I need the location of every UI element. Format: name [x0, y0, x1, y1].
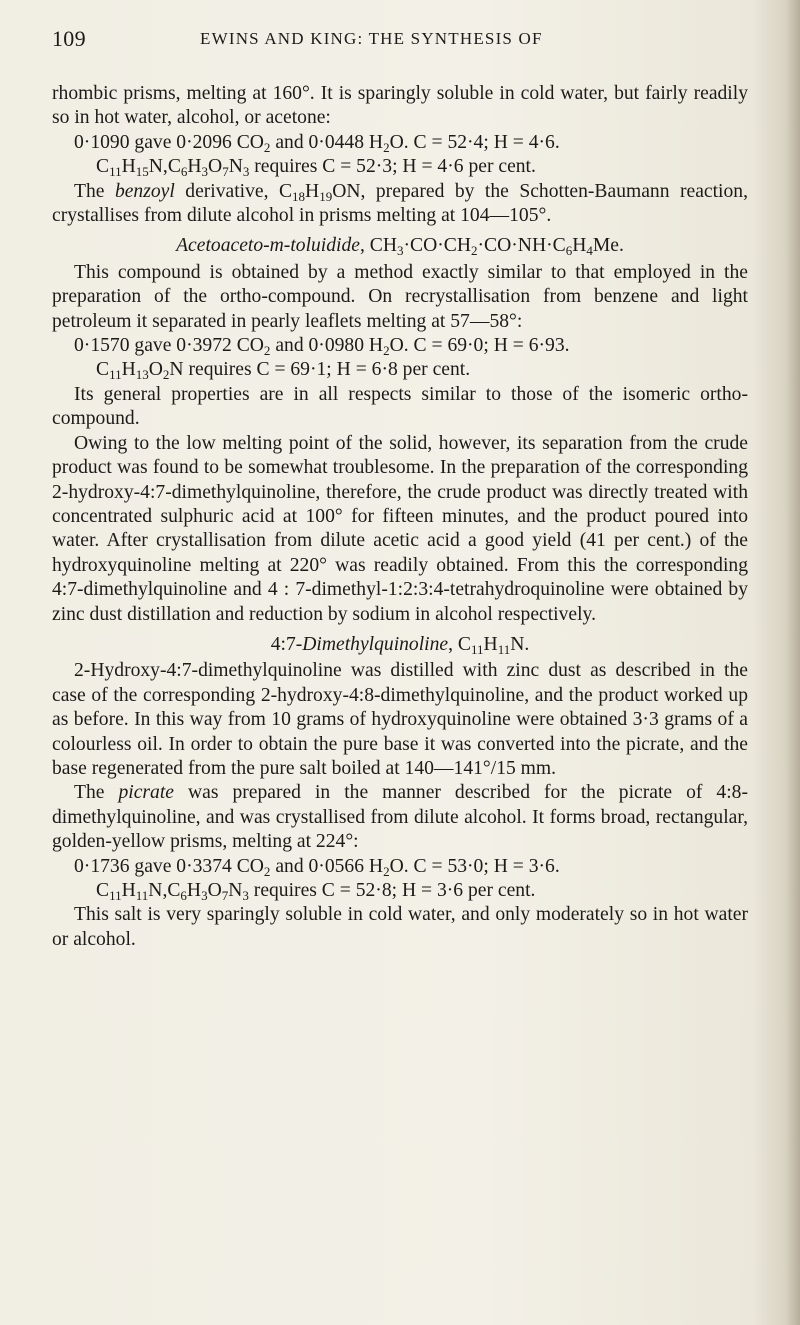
heading-text: , CH: [360, 235, 398, 257]
paragraph-text: The: [74, 180, 115, 202]
heading-text: H: [572, 235, 587, 257]
section-heading-toluidide: [52, 234, 748, 258]
page-edge-shadow: [786, 0, 800, 1325]
paragraph-text: derivative, C: [174, 180, 293, 202]
subscript: 2: [263, 343, 271, 359]
formula-text: O: [207, 880, 222, 901]
subscript: 3: [242, 888, 249, 903]
formula-text: N,C: [148, 880, 181, 901]
formula-text: C: [96, 880, 110, 901]
analysis-text: O. C = 52·4; H = 4·6.: [389, 131, 560, 153]
heading-text: 4:7-: [270, 633, 303, 655]
subscript: 19: [319, 188, 333, 204]
paragraph-text: was prepared in the manner described for the picrate of 4:8-dimethylquinoline, and was crystallised from dilute alcohol. It forms broad, rectangular, golden-yellow prisms, melting at 224°:: [52, 782, 748, 853]
analysis-text: and 0·0566 H: [270, 855, 384, 877]
paragraph-text: 2-Hydroxy-4:7-dimethylquinoline was distilled with zinc dust as described in the case of the corresponding 2-hydroxy-4:8-dimethylquinoline, and the product worked up as before. In this way from 10 grams of hydroxyquinoline were obtained 3·3 grams of a colourless oil. In order to obtain the pure base it was converted into the picrate, and the base regenerated from the pure salt boiled at 140—141°/15 mm.: [52, 660, 748, 779]
italic-heading: Dimethylquinoline: [302, 633, 449, 655]
page-header: [52, 26, 752, 54]
subscript: 7: [221, 888, 229, 903]
section-heading-dimethylquinoline: [52, 633, 748, 657]
analysis-text: and 0·0448 H: [270, 131, 384, 153]
paragraph-text: rhombic prisms, melting at 160°. It is sparingly soluble in cold water, but fairly readily so in hot water, alcohol, or acetone:: [52, 83, 748, 129]
paragraph-8: [52, 903, 748, 952]
formula-text: N requires C = 69·1; H = 6·8 per cent.: [169, 359, 471, 381]
paragraph-text: Its general properties are in all respects similar to those of the isomeric ortho-compound.: [52, 383, 748, 430]
paragraph-text: Owing to the low melting point of the solid, however, its separation from the crude product was found to be somewhat troublesome. In the preparation of the corresponding 2-hydroxy-4:7-dimethylquinoline, therefore, the crude product was directly treated with concentrated sulphuric acid at 100° for fifteen minutes, and the product poured into water. After crystallisation from dilute acetic acid a good yield (41 per cent.) of the hydroxyquinoline melting at 220° was readily obtained. From this the corresponding 4:7-dimethylquinoline and 4 : 7-dimethyl-1:2:3:4-tetrahydroquinoline were obtained by zinc dust distillation and reduction by sodium in alcohol respectively.: [52, 432, 748, 625]
formula-text: N: [228, 156, 243, 178]
heading-text: Me.: [592, 235, 624, 257]
formula-text: requires C = 52·3; H = 4·6 per cent.: [249, 156, 536, 178]
heading-text: N.: [510, 633, 530, 655]
italic-heading: Acetoaceto-m-toluidide: [176, 235, 360, 257]
formula-text: H: [121, 359, 136, 381]
subscript: 11: [109, 888, 122, 903]
subscript: 13: [135, 367, 149, 383]
subscript: 2: [162, 367, 170, 383]
heading-text: ·CO·NH·C: [477, 235, 566, 257]
heading-text: , C: [448, 633, 471, 655]
running-head: EWINS AND KING: THE SYNTHESIS OF: [200, 29, 543, 48]
paragraph-4: [52, 383, 748, 432]
subscript: 11: [109, 164, 122, 180]
analysis-line-1: [52, 131, 748, 155]
page-number: 109: [52, 26, 86, 51]
subscript: 15: [135, 164, 149, 180]
formula-text: H: [121, 156, 136, 178]
paragraph-3: [52, 261, 748, 334]
formula-text: C: [96, 359, 110, 381]
analysis-line-3: [52, 855, 748, 879]
subscript: 7: [222, 164, 229, 180]
heading-text: H: [483, 633, 498, 655]
subscript: 4: [586, 243, 593, 259]
formula-text: H: [186, 880, 202, 901]
subscript: 3: [397, 243, 404, 259]
requires-line-2: [52, 358, 748, 382]
subscript: 2: [383, 863, 390, 879]
paragraph-text: This compound is obtained by a method exactly similar to that employed in the preparation of the ortho-compound. On recrystallisation from benzene and light petroleum it separated in pearly leaflets melting at 57—58°:: [52, 261, 748, 332]
subscript: 11: [471, 641, 484, 657]
paragraph-benzoyl: [52, 180, 748, 229]
subscript: 3: [201, 164, 209, 180]
paragraph-1: [52, 82, 748, 131]
subscript: 3: [201, 888, 208, 903]
subscript: 11: [109, 367, 122, 383]
formula-text: requires C = 52·8; H = 3·6 per cent.: [248, 880, 536, 901]
subscript: 3: [242, 164, 250, 180]
analysis-text: and 0·0980 H: [270, 335, 384, 357]
analysis-text: 0·1570 gave 0·3972 CO: [74, 335, 264, 357]
subscript: 2: [471, 243, 478, 259]
subscript: 2: [383, 139, 390, 155]
subscript: 2: [383, 343, 390, 359]
analysis-text: O. C = 53·0; H = 3·6.: [389, 855, 560, 877]
paragraph-6: [52, 659, 748, 781]
analysis-line-2: [52, 334, 748, 358]
subscript: 2: [263, 139, 271, 155]
analysis-text: O. C = 69·0; H = 6·93.: [389, 335, 570, 357]
requires-line-1: [52, 155, 748, 179]
formula-text: O: [148, 359, 163, 381]
article-body: [52, 82, 748, 952]
italic-term: benzoyl: [114, 180, 175, 202]
paragraph-text: This salt is very sparingly soluble in cold water, and only moderately so in hot water or alcohol.: [52, 904, 748, 950]
subscript: 6: [180, 888, 187, 903]
formula-text: C: [96, 156, 110, 178]
analysis-text: 0·1090 gave 0·2096 CO: [74, 131, 264, 153]
subscript: 18: [292, 188, 306, 204]
paragraph-text: H: [305, 180, 320, 202]
paragraph-5: [52, 432, 748, 627]
subscript: 2: [263, 863, 271, 879]
italic-term: picrate: [118, 782, 174, 804]
formula-text: O: [208, 156, 223, 178]
requires-line-3: [52, 879, 748, 903]
subscript: 6: [565, 243, 573, 259]
heading-text: ·CO·CH: [403, 235, 472, 257]
formula-text: H: [121, 880, 136, 901]
analysis-text: 0·1736 gave 0·3374 CO: [74, 855, 264, 877]
paragraph-picrate: [52, 781, 748, 854]
subscript: 11: [497, 641, 511, 657]
formula-text: N: [228, 880, 243, 901]
formula-text: N,C: [148, 156, 181, 178]
formula-text: H: [187, 156, 202, 178]
subscript: 6: [180, 164, 188, 180]
paragraph-text: ON, prepared by the Schotten-Baumann reaction, crystallises from dilute alcohol in prisms melting at 104—105°.: [52, 180, 748, 227]
subscript: 11: [135, 888, 149, 903]
paragraph-text: The: [74, 782, 119, 804]
